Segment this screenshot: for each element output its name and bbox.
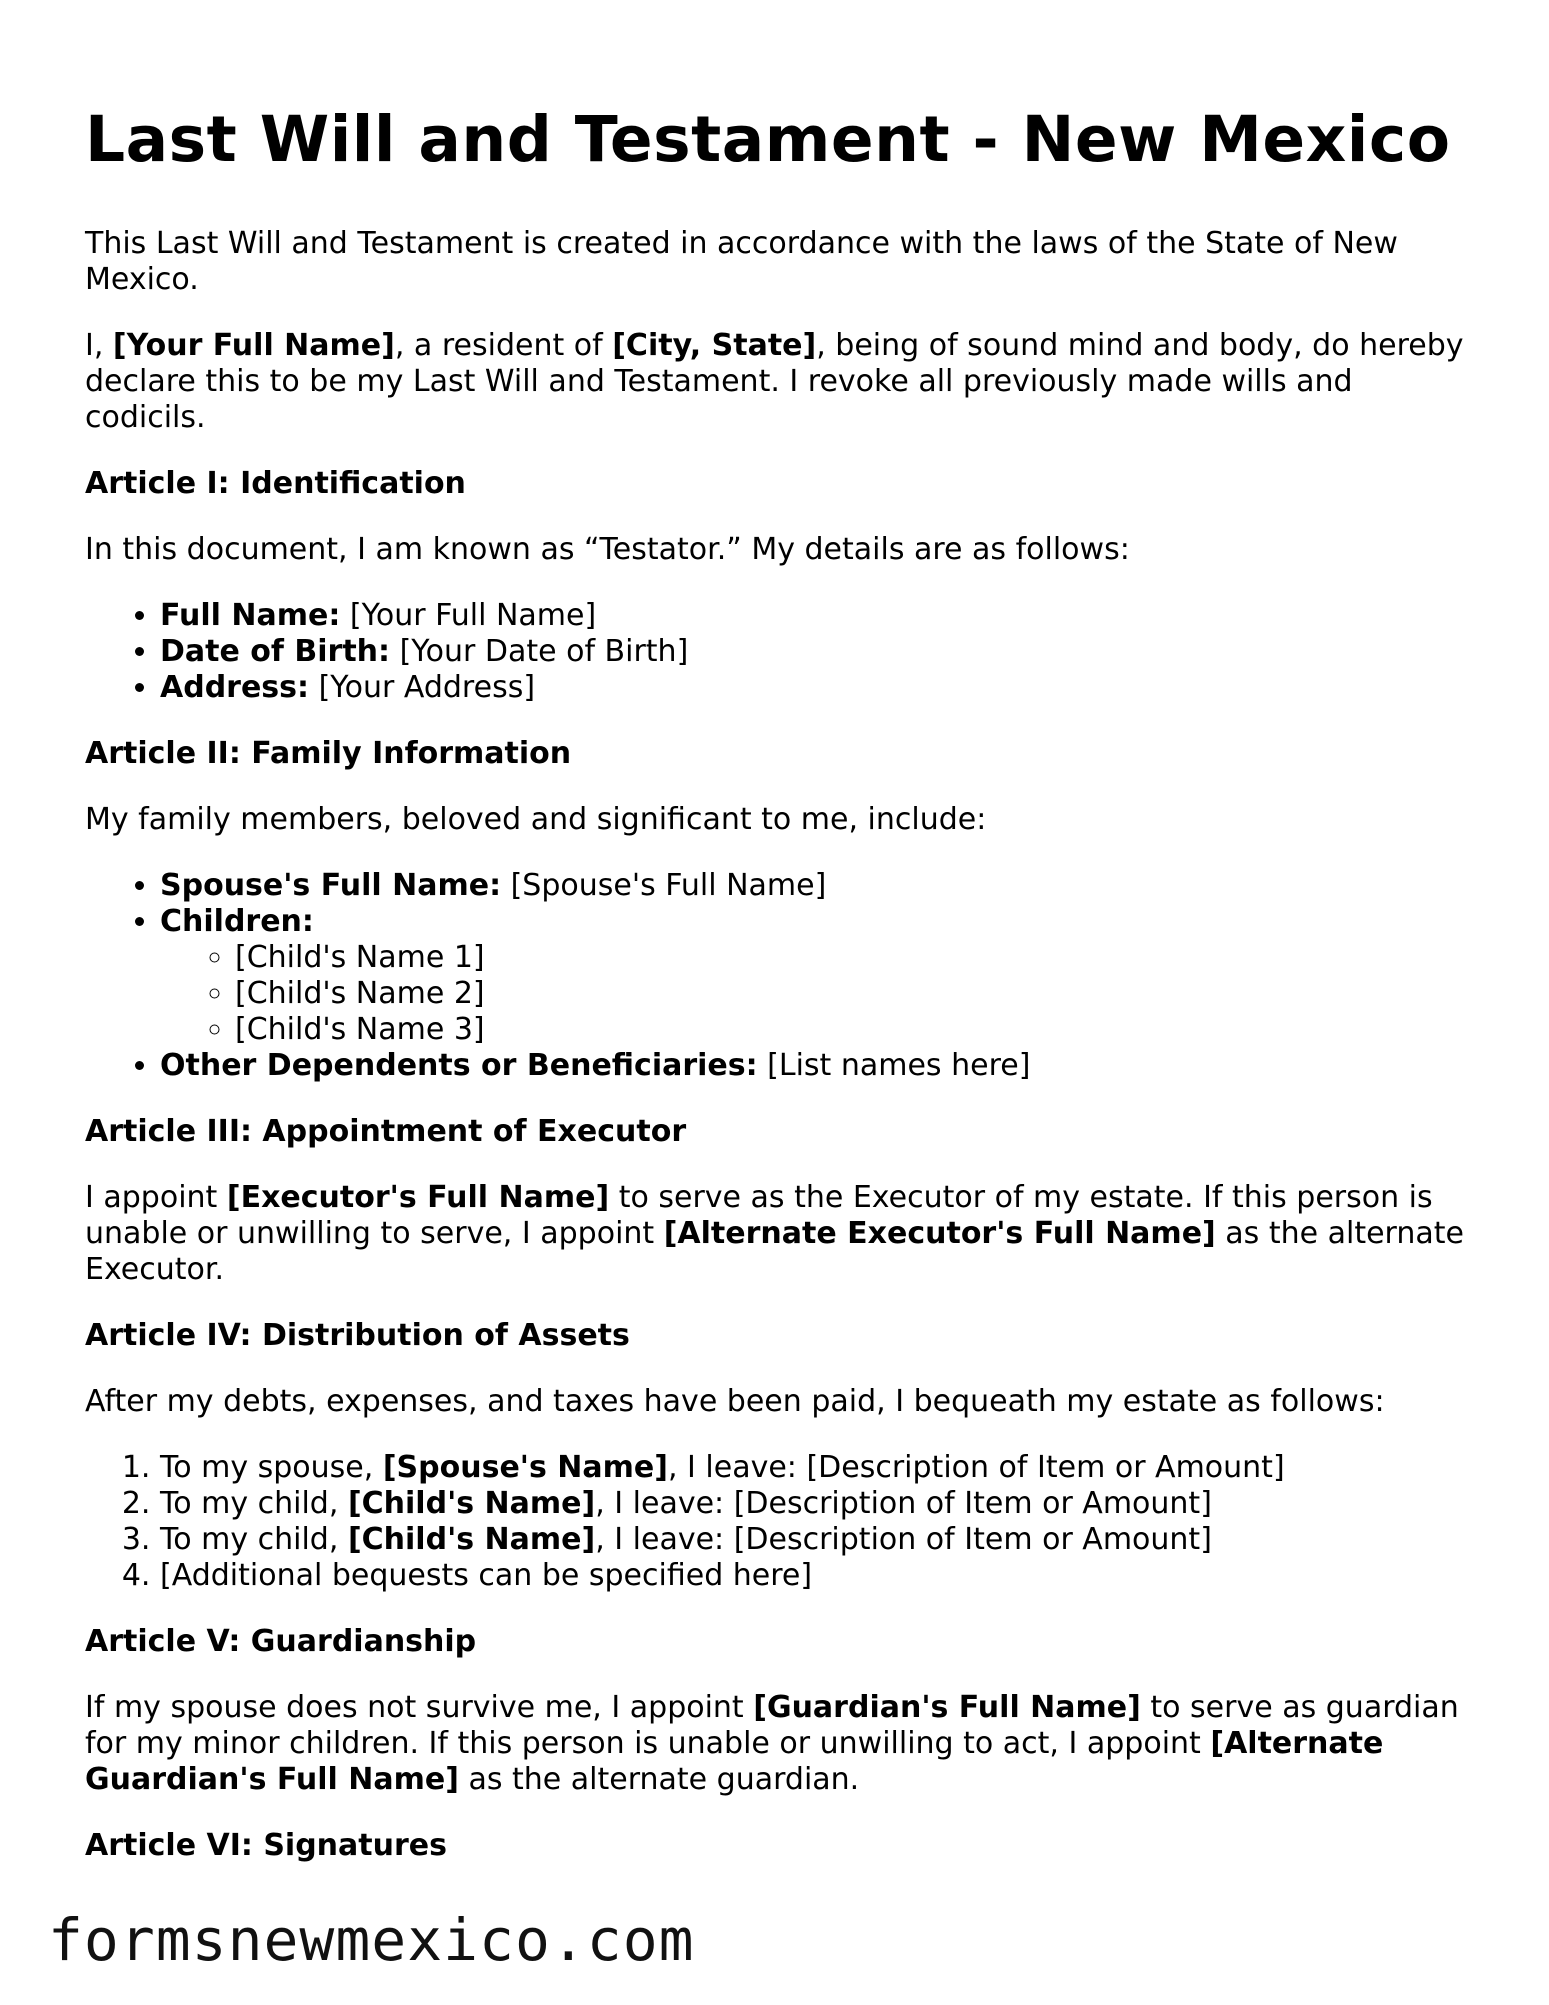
- article-5-text: If my spouse does not survive me, I appoint [Guardian's Full Name] to serve as guardian for my minor children. If this person is unable or unwilling to act, I appoint [Alternate Guardian's Full Name] as the alternate guardian.: [85, 1690, 1459, 1797]
- intro-paragraph: This Last Will and Testament is created in accordance with the laws of the State of New Mexico.: [85, 226, 1398, 297]
- document-page: [85, 100, 1465, 1894]
- list-item: ◦ [Child's Name 3]: [235, 1012, 1465, 1048]
- article-2-heading: Article II: Family Information: [85, 736, 572, 771]
- document-title: Last Will and Testament - New Mexico: [85, 103, 1451, 176]
- article-6-heading: Article VI: Signatures: [85, 1828, 447, 1863]
- executor-placeholder: [Executor's Full Name]: [226, 1180, 610, 1215]
- article-5-heading: Article V: Guardianship: [85, 1624, 477, 1659]
- article-4-heading: Article IV: Distribution of Assets: [85, 1318, 630, 1353]
- list-item: ◦ [Child's Name 2]: [235, 976, 1465, 1012]
- identification-list: [85, 598, 1465, 706]
- list-item: • Children: ◦ [Child's Name 1] ◦ [Child's Name 2] ◦ [Child's Name 3]: [160, 904, 1465, 1048]
- article-3-text: I appoint [Executor's Full Name] to serve as the Executor of my estate. If this person is unable or unwilling to serve, I appoint [Alternate Executor's Full Name] as the alternate Executor.: [85, 1180, 1464, 1287]
- declaration-paragraph: I, [Your Full Name], a resident of [City, State], being of sound mind and body, do hereby declare this to be my Last Will and Testament. I revoke all previously made wills and codicils.: [85, 328, 1464, 435]
- guardian-placeholder: [Guardian's Full Name]: [753, 1690, 1141, 1725]
- article-1-heading: Article I: Identification: [85, 466, 466, 501]
- article-4-text: After my debts, expenses, and taxes have been paid, I bequeath my estate as follows:: [85, 1384, 1385, 1419]
- list-item: • Full Name: [Your Full Name]: [160, 598, 1465, 634]
- list-item: • Date of Birth: [Your Date of Birth]: [160, 634, 1465, 670]
- article-3-heading: Article III: Appointment of Executor: [85, 1114, 687, 1149]
- list-item: 3. To my child, [Child's Name], I leave: [Description of Item or Amount]: [160, 1522, 1465, 1558]
- list-item: 2. To my child, [Child's Name], I leave: [Description of Item or Amount]: [160, 1486, 1465, 1522]
- testator-name-placeholder: [Your Full Name]: [112, 328, 395, 363]
- list-item: • Address: [Your Address]: [160, 670, 1465, 706]
- site-watermark: formsnewmexico.com: [48, 1906, 695, 1974]
- list-item: • Other Dependents or Beneficiaries: [List names here]: [160, 1048, 1465, 1084]
- list-item: 1. To my spouse, [Spouse's Name], I leave: [Description of Item or Amount]: [160, 1450, 1465, 1486]
- list-item: ◦ [Child's Name 1]: [235, 940, 1465, 976]
- list-item: 4. [Additional bequests can be specified here]: [160, 1558, 1465, 1594]
- article-1-text: In this document, I am known as “Testator.” My details are as follows:: [85, 532, 1130, 567]
- article-2-text: My family members, beloved and significant to me, include:: [85, 802, 987, 837]
- family-list: [85, 868, 1465, 1084]
- alternate-guardian-placeholder: [Alternate Guardian's Full Name]: [85, 1726, 1384, 1797]
- bequest-list: [85, 1450, 1465, 1594]
- city-state-placeholder: [City, State]: [612, 328, 817, 363]
- children-list: [160, 940, 1465, 1048]
- list-item: • Spouse's Full Name: [Spouse's Full Name]: [160, 868, 1465, 904]
- alternate-executor-placeholder: [Alternate Executor's Full Name]: [663, 1216, 1216, 1251]
